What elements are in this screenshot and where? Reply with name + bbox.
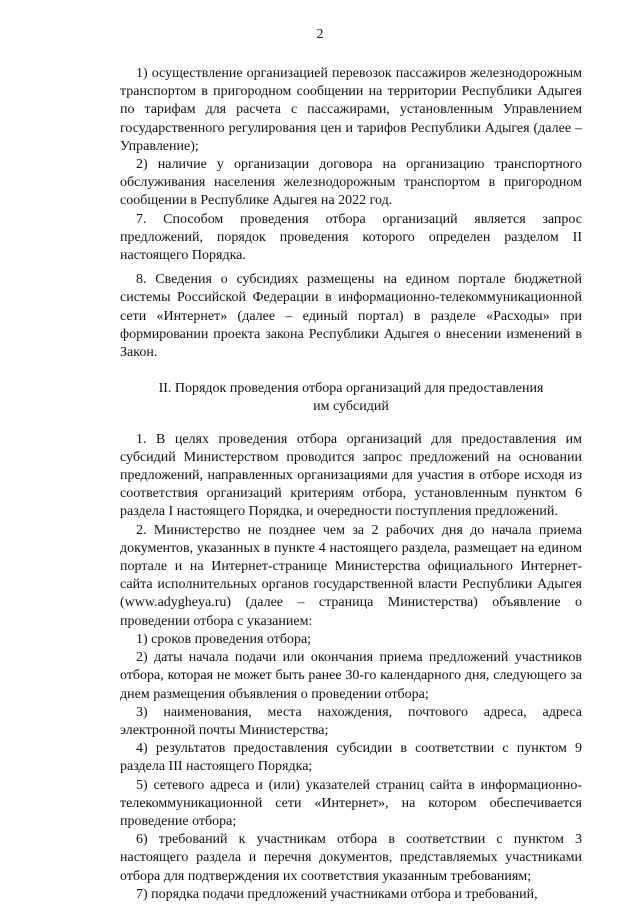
- list-item: 1) сроков проведения отбора;: [136, 631, 312, 647]
- paragraph: 1) осуществление организацией перевозок пассажиров железнодорожным транспортом в пригородном сообщении на территории Республики Адыгея по тарифам для расчета с пассажирами, установленным Управлением государственного регулирования цен и тарифов Республики Адыгея (далее – Управление);: [120, 66, 582, 154]
- list-item: 4) результатов предоставления субсидии в соответствии с пунктом 9 раздела III настоящего Порядка;: [120, 741, 582, 775]
- list-item: 7) порядка подачи предложений участниками отбора и требований,: [136, 886, 538, 902]
- list-item: 2) даты начала подачи или окончания приема предложений участников отбора, которая не может быть ранее 30-го календарного дня, следующего за днем размещения объявления о проведении отбора;: [120, 650, 582, 702]
- list-item: 5) сетевого адреса и (или) указателей страниц сайта в информационно-телекоммуникационной сети «Интернет», на котором обеспечивается проведение отбора;: [120, 777, 582, 829]
- section-heading-line: II. Порядок проведения отбора организаций для предоставления: [158, 381, 544, 397]
- paragraph: 7. Способом проведения отбора организаций является запрос предложений, порядок проведения которого определен разделом II настоящего Порядка.: [120, 211, 582, 264]
- section-heading-line: им субсидий: [313, 399, 389, 415]
- list-item: 6) требований к участникам отбора в соответствии с пунктом 3 настоящего раздела и перечня документов, представляемых участниками отбора для подтверждения их соответствия указанным требованиям;: [120, 832, 582, 884]
- paragraph: 8. Сведения о субсидиях размещены на едином портале бюджетной системы Российской Федерации в информационно-телекоммуникационной сети «Интернет» (далее – единый портал) в разделе «Расходы» при формировании проекта закона Республики Адыгея о внесении изменений в Закон.: [120, 272, 582, 361]
- paragraph: 1. В целях проведения отбора организаций для предоставления им субсидий Министерством проводится запрос предложений на основании предложений, направленных организациями для участия в отборе исходя из соответствия организаций критериям отбора, установленным пунктом 6 раздела I настоящего Порядка, и очередности поступления предложений.: [120, 431, 582, 520]
- section-heading: [120, 380, 582, 416]
- list-item: 3) наименования, места нахождения, почтового адреса, адреса электронной почты Министерства;: [120, 704, 582, 738]
- paragraph: 2) наличие у организации договора на организацию транспортного обслуживания населения железнодорожным транспортом в пригородном сообщении в Республике Адыгея на 2022 год.: [120, 157, 582, 209]
- page-number: 2: [316, 27, 324, 42]
- paragraph: 2. Министерство не позднее чем за 2 рабочих дня до начала приема документов, указанных в пункте 4 настоящего раздела, размещает на едином портале и на Интернет-странице Министерства официального Интернет-сайта исполнительных органов государственной власти Республики Адыгея (www.adygheya.ru) (далее – страница Министерства) объявление о проведении отбора с указанием:: [120, 522, 582, 629]
- document-body: [120, 65, 582, 904]
